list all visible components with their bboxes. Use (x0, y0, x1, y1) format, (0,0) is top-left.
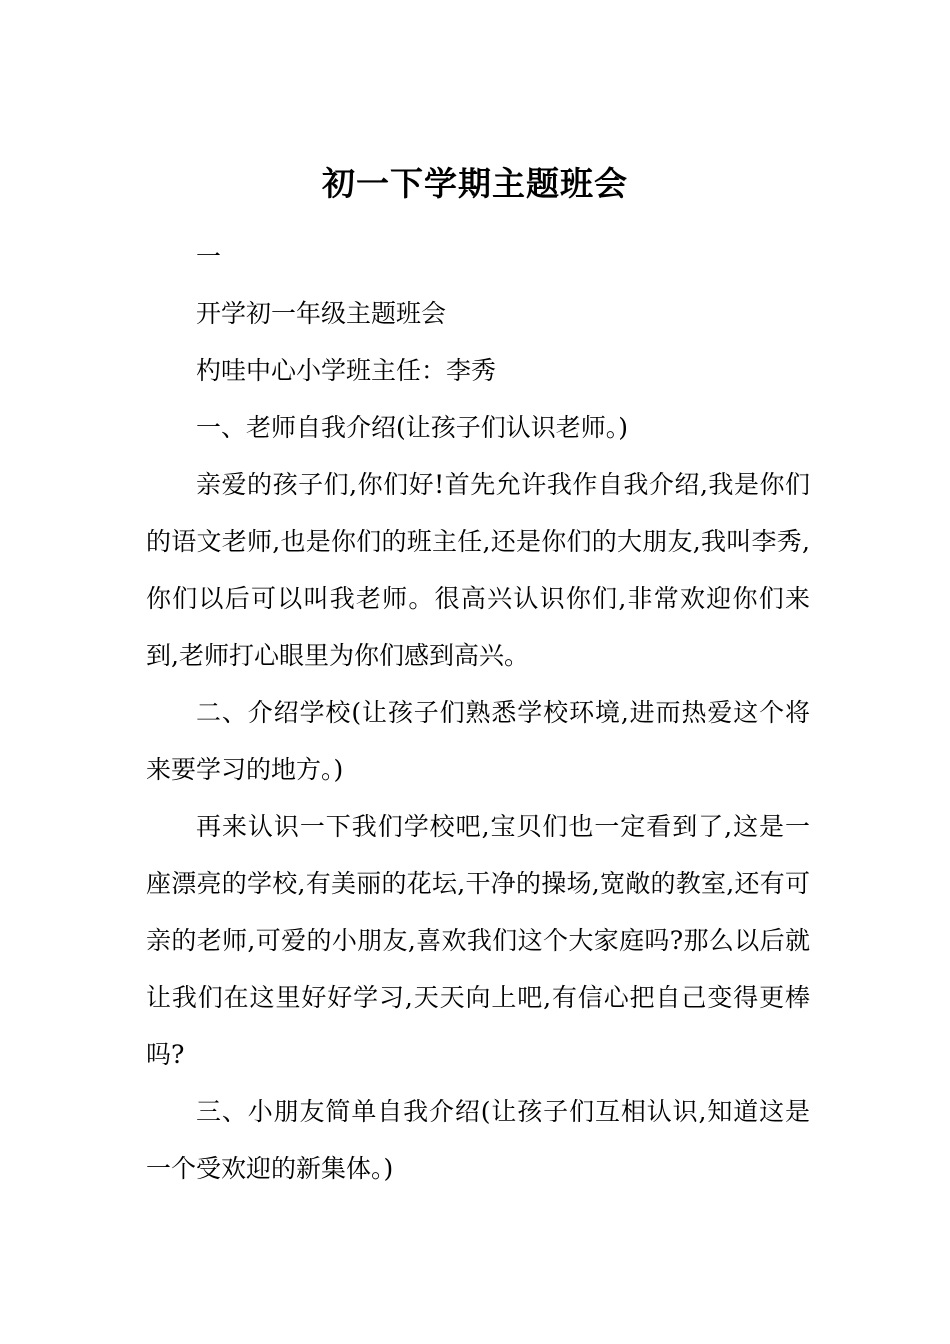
document-title: 初一下学期主题班会 (322, 164, 628, 203)
paragraph-teacher-intro: 亲爱的孩子们,你们好!首先允许我作自我介绍,我是你们的语文老师,也是你们的班主任,还是你们的大朋友,我叫李秀,你们以后可以叫我老师。很高兴认识你们,非常欢迎你们来到,老师打心眼里为你们感到高兴。 (146, 470, 810, 670)
paragraph-subtitle: 开学初一年级主题班会 (196, 299, 447, 328)
paragraph-heading-1: 一、老师自我介绍(让孩子们认识老师。) (196, 413, 629, 442)
document-body (146, 228, 810, 1197)
paragraph-school-intro: 再来认识一下我们学校吧,宝贝们也一定看到了,这是一座漂亮的学校,有美丽的花坛,干净的操场,宽敞的教室,还有可亲的老师,可爱的小朋友,喜欢我们这个大家庭吗?那么以后就让我们在这里好好学习,天天向上吧,有信心把自己变得更棒吗? (146, 812, 810, 1069)
paragraph-section-number: 一 (196, 242, 222, 271)
paragraph-heading-3: 三、小朋友简单自我介绍(让孩子们互相认识,知道这是一个受欢迎的新集体。) (146, 1097, 810, 1183)
paragraph-author: 杓哇中心小学班主任：李秀 (196, 356, 497, 385)
paragraph-heading-2: 二、介绍学校(让孩子们熟悉学校环境,进而热爱这个将来要学习的地方。) (146, 698, 810, 784)
